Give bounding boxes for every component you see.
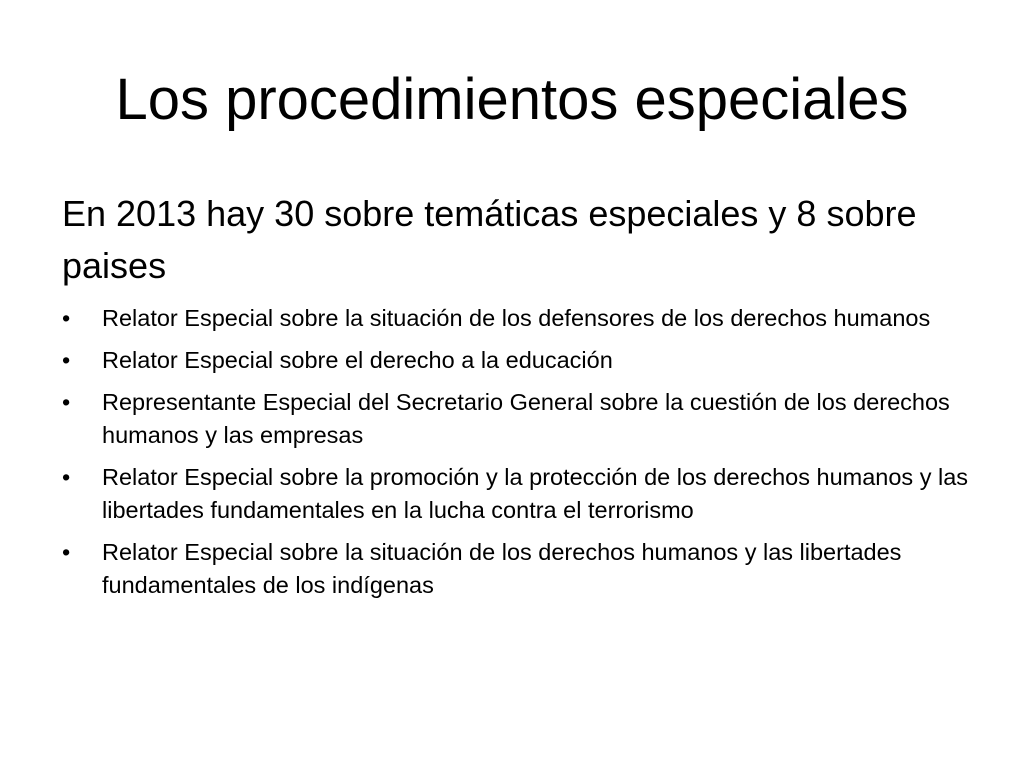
bullet-marker: • xyxy=(62,305,71,331)
bullet-text: Relator Especial sobre la situación de los defensores de los derechos humanos xyxy=(102,305,931,331)
bullet-marker: • xyxy=(62,347,71,373)
bullet-text: Representante Especial del Secretario General sobre la cuestión de los derechos humanos y las empresas xyxy=(102,389,950,448)
bullet-item xyxy=(62,344,972,377)
slide-title: Los procedimientos especiales xyxy=(115,67,909,132)
bullet-marker: • xyxy=(62,464,71,490)
intro-text: En 2013 hay 30 sobre temáticas especiales y 8 sobre paises xyxy=(62,193,917,286)
bullet-item xyxy=(62,386,972,452)
bullet-item xyxy=(62,536,972,602)
bullet-marker: • xyxy=(62,539,71,565)
bullet-item xyxy=(62,461,972,527)
bullet-text: Relator Especial sobre el derecho a la educación xyxy=(102,347,613,373)
bullet-item xyxy=(62,302,972,335)
bullet-list xyxy=(62,302,972,611)
bullet-marker: • xyxy=(62,389,71,415)
bullet-text: Relator Especial sobre la promoción y la protección de los derechos humanos y las libertades fundamentales en la lucha contra el terrorismo xyxy=(102,464,969,523)
bullet-text: Relator Especial sobre la situación de los derechos humanos y las libertades fundamentales de los indígenas xyxy=(102,539,902,598)
